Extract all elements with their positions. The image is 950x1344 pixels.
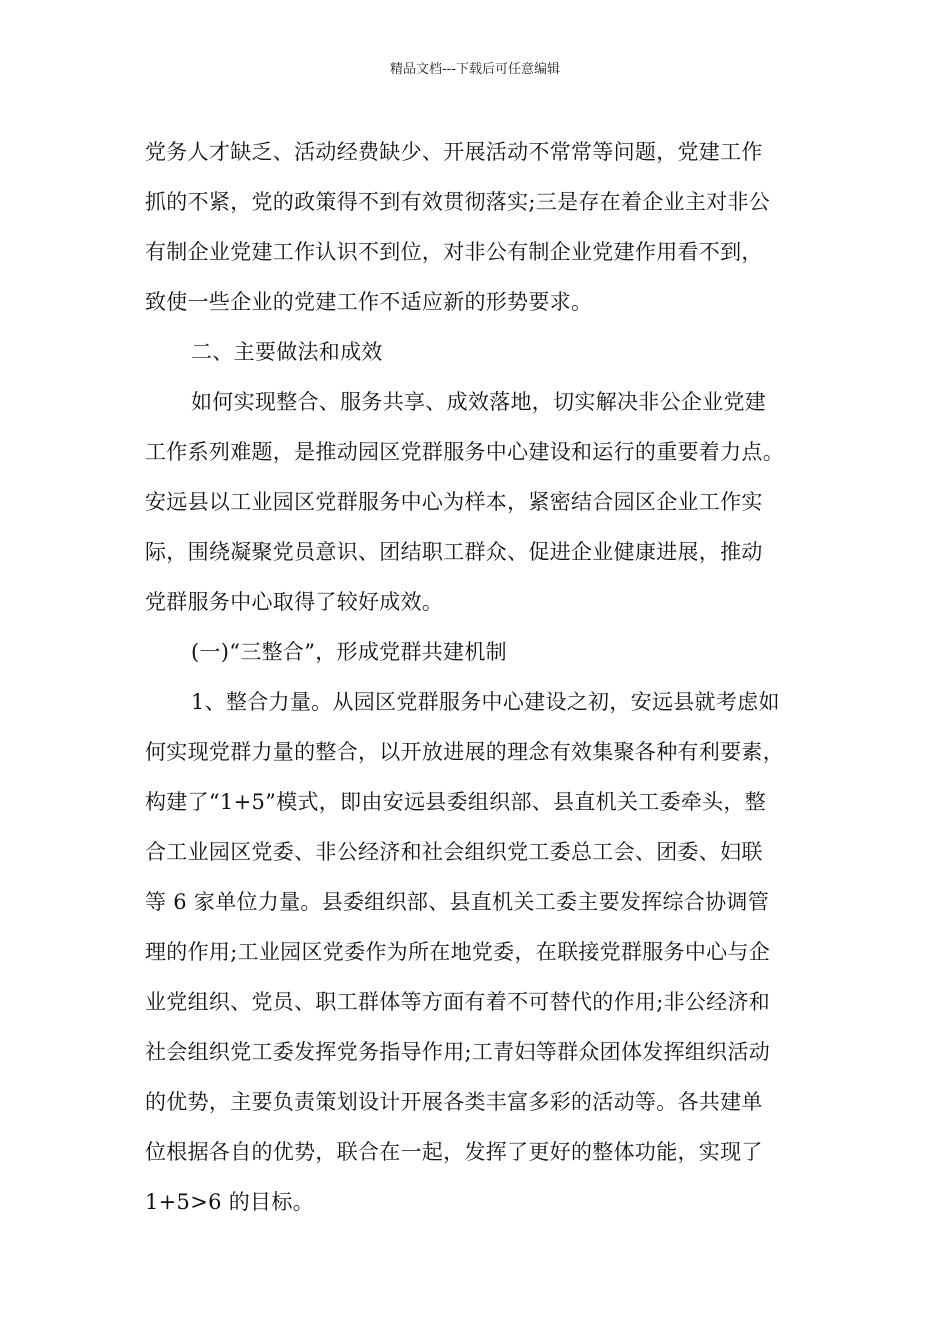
page-header: 精品文档---下载后可任意编辑 [389, 62, 561, 77]
text-line: 致使一些企业的党建工作不适应新的形势要求。 [145, 290, 593, 314]
text-line: 位根据各自的优势，联合在一起，发挥了更好的整体功能，实现了 [145, 1140, 763, 1164]
subsection-heading: (一)“三整合”，形成党群共建机制 [191, 640, 507, 664]
text-line: 社会组织党工委发挥党务指导作用;工青妇等群众团体发挥组织活动 [145, 1040, 771, 1064]
text-line: 构建了“1+5”模式，即由安远县委组织部、县直机关工委牵头，整 [145, 790, 767, 814]
text-line: 安远县以工业园区党群服务中心为样本，紧密结合园区企业工作实 [145, 490, 763, 514]
text-line: 等 6 家单位力量。县委组织部、县直机关工委主要发挥综合协调管 [145, 890, 770, 914]
text-line: 何实现党群力量的整合，以开放进展的理念有效集聚各种有利要素， [145, 740, 784, 764]
text-line: 际，围绕凝聚党员意识、团结职工群众、促进企业健康进展，推动 [145, 540, 763, 564]
text-line: 1、整合力量。从园区党群服务中心建设之初，安远县就考虑如 [191, 690, 780, 714]
section-heading: 二、主要做法和成效 [191, 340, 383, 364]
text-line: 理的作用;工业园区党委作为所在地党委，在联接党群服务中心与企 [145, 940, 771, 964]
text-line: 有制企业党建工作认识不到位，对非公有制企业党建作用看不到， [145, 240, 763, 264]
text-line: 如何实现整合、服务共享、成效落地，切实解决非公企业党建 [191, 390, 767, 414]
text-line: 合工业园区党委、非公经济和社会组织党工委总工会、团委、妇联 [145, 840, 763, 864]
text-line: 党群服务中心取得了较好成效。 [145, 590, 444, 614]
text-line: 的优势，主要负责策划设计开展各类丰富多彩的活动等。各共建单 [145, 1090, 763, 1114]
text-line: 工作系列难题，是推动园区党群服务中心建设和运行的重要着力点。 [145, 440, 784, 464]
text-line: 1+5>6 的目标。 [145, 1190, 314, 1214]
text-line: 党务人才缺乏、活动经费缺少、开展活动不常常等问题，党建工作 [145, 140, 763, 164]
text-line: 抓的不紧，党的政策得不到有效贯彻落实;三是存在着企业主对非公 [145, 190, 771, 214]
document-body [145, 127, 810, 1227]
text-line: 业党组织、党员、职工群体等方面有着不可替代的作用;非公经济和 [145, 990, 771, 1014]
